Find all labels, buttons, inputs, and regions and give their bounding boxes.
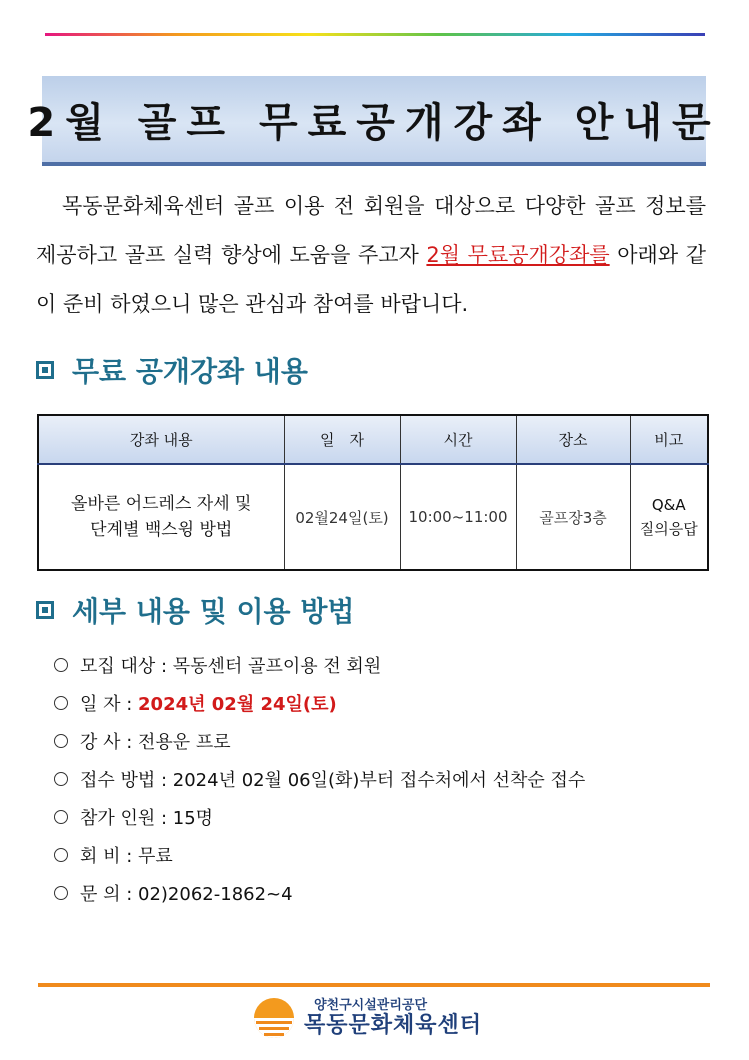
intro-highlight: 2월 무료공개강좌를 (426, 243, 610, 267)
header-date: 일 자 (284, 415, 400, 464)
page-title: 2월 골프 무료공개강좌 안내문 (27, 99, 721, 146)
header-note: 비고 (630, 415, 708, 464)
cell-note (630, 464, 708, 570)
cell-place: 골프장3층 (516, 464, 630, 570)
intro-text-1: 목동문화체육센터 골프 이용 전 회원을 대상으로 다양한 골프 정보를 제공하고 골프 실력 향상에 도움을 주고자 (36, 194, 706, 267)
list-item-date: 일 자 : 2024년 02월 24일(토) (54, 684, 585, 722)
list-item-fee: 회 비 : 무료 (54, 836, 585, 874)
circle-bullet-icon (54, 886, 68, 900)
table-row (38, 464, 708, 570)
section-details-title: 세부 내용 및 이용 방법 (72, 595, 355, 628)
circle-bullet-icon (54, 810, 68, 824)
circle-bullet-icon (54, 658, 68, 672)
cell-time: 10:00~11:00 (400, 464, 516, 570)
title-banner (27, 76, 721, 166)
cell-note-line1: Q&A (651, 495, 686, 514)
header-time: 시간 (400, 415, 516, 464)
bottom-orange-divider (38, 983, 710, 987)
circle-bullet-icon (54, 772, 68, 786)
square-bullet-icon (36, 361, 54, 379)
square-bullet-icon (36, 601, 54, 619)
list-item-apply: 접수 방법 : 2024년 02월 06일(화)부터 접수처에서 선착순 접수 (54, 760, 585, 798)
list-item-instructor: 강 사 : 전용운 프로 (54, 722, 585, 760)
detail-list (54, 646, 585, 912)
header-place: 장소 (516, 415, 630, 464)
lecture-table (37, 414, 709, 571)
cell-note-line2: 질의응답 (639, 519, 698, 538)
footer-center-name: 목동문화체육센터 (304, 1013, 483, 1038)
footer-logo (252, 996, 482, 1040)
top-rainbow-divider (45, 33, 705, 36)
cell-date: 02월24일(토) (284, 464, 400, 570)
circle-bullet-icon (54, 848, 68, 862)
intro-text-2: 아래와 같이 준비 하였으니 많은 관심과 참여를 바랍니다. (36, 243, 706, 316)
section-lecture-title: 무료 공개강좌 내용 (72, 355, 308, 388)
section-details (36, 590, 354, 630)
header-content: 강좌 내용 (38, 415, 284, 464)
table-header-row (38, 415, 708, 464)
cell-content-line1: 올바른 어드레스 자세 및 (71, 494, 252, 514)
sun-logo-icon (252, 996, 296, 1040)
list-item-capacity: 참가 인원 : 15명 (54, 798, 585, 836)
circle-bullet-icon (54, 734, 68, 748)
cell-content (38, 464, 284, 570)
section-lecture-content (36, 350, 308, 390)
footer-org-name: 양천구시설관리공단 (314, 998, 428, 1013)
list-item-recruit: 모집 대상 : 목동센터 골프이용 전 회원 (54, 646, 585, 684)
list-item-inquiry: 문 의 : 02)2062-1862~4 (54, 874, 585, 912)
circle-bullet-icon (54, 696, 68, 710)
event-date: 2024년 02월 24일(토) (138, 694, 337, 715)
cell-content-line2: 단계별 백스윙 방법 (90, 520, 233, 540)
intro-paragraph (36, 182, 706, 329)
